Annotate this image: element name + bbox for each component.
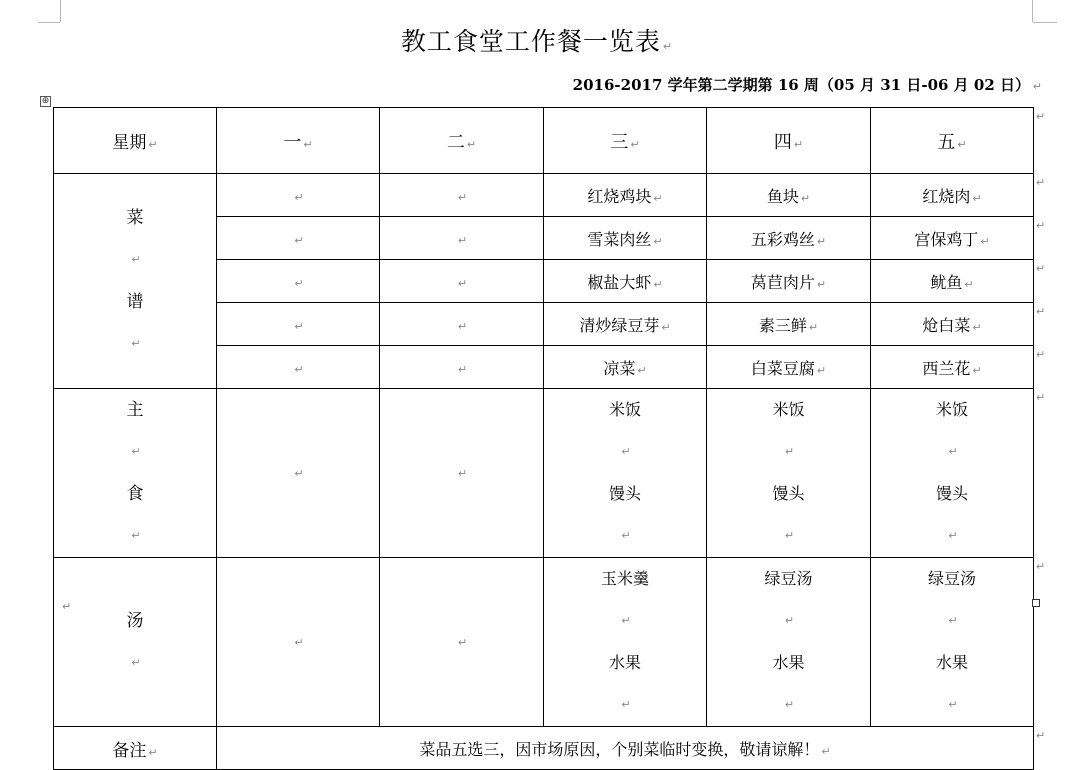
- paragraph-mark-icon: ↵: [957, 137, 967, 151]
- paragraph-mark-icon: ↵: [784, 445, 795, 458]
- paragraph-mark-icon: ↵: [1032, 80, 1042, 93]
- staple-cell[interactable]: [380, 389, 544, 558]
- soup-cell[interactable]: [871, 558, 1034, 727]
- cell-text: 五彩鸡丝: [750, 229, 815, 249]
- paragraph-mark-icon: ↵: [948, 698, 958, 711]
- paragraph-mark-icon: ↵: [62, 600, 72, 613]
- paragraph-mark-icon: ↵: [457, 635, 468, 649]
- table-move-handle-icon[interactable]: ⊕: [41, 96, 50, 106]
- cell-text: 鱼块: [766, 186, 799, 206]
- paragraph-mark-icon: ↵: [816, 277, 827, 291]
- paragraph-mark-icon: ↵: [964, 277, 974, 291]
- weekday-2[interactable]: [380, 108, 544, 174]
- note-row: [54, 727, 1034, 770]
- cell-line: [54, 197, 216, 281]
- dish-cell[interactable]: [871, 217, 1034, 260]
- header-row: [54, 108, 1034, 174]
- cell-text: 馒头: [935, 484, 968, 503]
- paragraph-mark-icon: ↵: [131, 253, 141, 266]
- paragraph-mark-icon: ↵: [1036, 261, 1046, 275]
- paragraph-mark-icon: ↵: [653, 277, 663, 291]
- paragraph-mark-icon: ↵: [621, 445, 631, 458]
- soup-cell[interactable]: [707, 558, 871, 727]
- cell-text: 宫保鸡丁: [914, 229, 979, 249]
- cell-text: 玉米羹: [600, 569, 649, 588]
- cell-text: 椒盐大虾: [587, 272, 652, 292]
- paragraph-mark-icon: ↵: [294, 233, 304, 247]
- paragraph-mark-icon: ↵: [972, 363, 982, 377]
- cell-line: [707, 389, 870, 473]
- paragraph-mark-icon: ↵: [294, 276, 304, 290]
- menu-table[interactable]: [53, 107, 1034, 770]
- paragraph-mark-icon: ↵: [303, 137, 313, 151]
- title-text: 教工食堂工作餐一览表: [400, 27, 661, 56]
- dish-cell[interactable]: [380, 260, 544, 303]
- cell-stack: [217, 467, 379, 480]
- dish-cell[interactable]: [707, 346, 871, 389]
- cell-stack: [544, 558, 706, 726]
- dish-cell[interactable]: [544, 217, 707, 260]
- paragraph-mark-icon: ↵: [621, 529, 631, 542]
- cell-stack: [54, 197, 216, 365]
- paragraph-mark-icon: ↵: [948, 614, 958, 627]
- dish-cell[interactable]: [544, 303, 707, 346]
- cell-text: 馒头: [772, 484, 805, 503]
- cell-line: [544, 389, 706, 473]
- weekday-4[interactable]: [707, 108, 871, 174]
- paragraph-mark-icon: ↵: [457, 362, 468, 376]
- cell-line: [54, 473, 216, 557]
- paragraph-mark-icon: ↵: [972, 320, 982, 334]
- paragraph-mark-icon: ↵: [457, 276, 468, 290]
- crop-mark-top-left-v: [60, 0, 61, 22]
- dish-cell[interactable]: [707, 260, 871, 303]
- dish-cell[interactable]: [544, 174, 707, 217]
- paragraph-mark-icon: ↵: [148, 745, 158, 759]
- weekday-header-label[interactable]: [54, 108, 217, 174]
- dishes-section-label[interactable]: [54, 174, 217, 389]
- paragraph-mark-icon: ↵: [808, 320, 819, 334]
- cell-text: 素三鲜: [758, 315, 807, 335]
- cell-text: 主: [126, 400, 144, 420]
- paragraph-mark-icon: ↵: [131, 656, 141, 669]
- cell-line: [54, 600, 216, 684]
- cell-text: 五: [937, 131, 956, 153]
- paragraph-mark-icon: ↵: [1036, 347, 1046, 361]
- paragraph-mark-icon: ↵: [131, 445, 141, 458]
- paragraph-mark-icon: ↵: [621, 698, 631, 711]
- paragraph-mark-icon: ↵: [621, 614, 631, 627]
- cell-line: [54, 281, 216, 365]
- soup-section-label[interactable]: [54, 558, 217, 727]
- cell-line: [707, 642, 870, 726]
- cell-text: 绿豆汤: [927, 569, 976, 588]
- cell-text: 二: [446, 131, 465, 153]
- paragraph-mark-icon: ↵: [294, 319, 304, 333]
- cell-line: [707, 473, 870, 557]
- dish-cell[interactable]: [544, 260, 707, 303]
- paragraph-mark-icon: ↵: [662, 40, 674, 53]
- cell-text: 馒头: [608, 484, 641, 503]
- cell-text: 米饭: [608, 400, 641, 419]
- table-resize-handle-icon[interactable]: [1032, 599, 1040, 607]
- cell-text: 备注: [112, 740, 147, 761]
- cell-line: [871, 642, 1033, 726]
- dish-cell[interactable]: [380, 174, 544, 217]
- cell-text: 三: [610, 131, 629, 153]
- cell-line: [871, 558, 1033, 642]
- paragraph-mark-icon: ↵: [972, 191, 982, 205]
- paragraph-mark-icon: ↵: [1036, 109, 1046, 123]
- weekday-1[interactable]: [217, 108, 380, 174]
- week-subtitle: 2016-2017 学年第二学期第 16 周（05 月 31 日-06 月 02 日）: [572, 76, 1030, 94]
- paragraph-mark-icon: ↵: [1036, 728, 1046, 742]
- dish-cell[interactable]: [871, 260, 1034, 303]
- paragraph-mark-icon: ↵: [1036, 218, 1046, 232]
- paragraph-mark-icon: ↵: [294, 635, 304, 649]
- crop-mark-top-right-v: [1032, 0, 1033, 22]
- paragraph-mark-icon: ↵: [661, 320, 671, 334]
- cell-text: 一: [283, 131, 302, 153]
- paragraph-mark-icon: ↵: [131, 529, 141, 542]
- document-title: [0, 22, 1074, 58]
- dish-cell[interactable]: [380, 217, 544, 260]
- paragraph-mark-icon: ↵: [980, 234, 990, 248]
- cell-text: 汤: [126, 611, 144, 631]
- cell-line: [544, 473, 706, 557]
- cell-text: 红烧肉: [922, 186, 971, 206]
- note-text[interactable]: [217, 727, 1034, 770]
- cell-stack: [544, 389, 706, 557]
- dish-cell[interactable]: [217, 303, 380, 346]
- staple-row: [54, 389, 1034, 558]
- cell-text: 四: [773, 131, 792, 153]
- paragraph-mark-icon: ↵: [294, 362, 304, 376]
- cell-line: [871, 389, 1033, 473]
- paragraph-mark-icon: ↵: [131, 337, 141, 350]
- paragraph-mark-icon: ↵: [821, 744, 831, 758]
- cell-text: 星期: [112, 133, 147, 153]
- paragraph-mark-icon: ↵: [653, 234, 663, 248]
- paragraph-mark-icon: ↵: [457, 466, 468, 480]
- dish-cell[interactable]: [217, 174, 380, 217]
- cell-text: 凉菜: [603, 358, 636, 378]
- paragraph-mark-icon: ↵: [1036, 559, 1046, 573]
- cell-line: [544, 558, 706, 642]
- cell-text: 菜品五选三，因市场原因，个别菜临时变换，敬请谅解！: [419, 739, 820, 759]
- cell-stack: [380, 467, 543, 480]
- soup-cell[interactable]: [544, 558, 707, 727]
- dish-cell[interactable]: [871, 303, 1034, 346]
- dish-cell[interactable]: [707, 217, 871, 260]
- note-label[interactable]: [54, 727, 217, 770]
- staple-cell[interactable]: [544, 389, 707, 558]
- cell-text: 食: [126, 484, 144, 504]
- cell-text: 鱿鱼: [930, 272, 963, 292]
- paragraph-mark-icon: ↵: [816, 363, 827, 377]
- cell-text: 谱: [126, 292, 144, 312]
- paragraph-mark-icon: ↵: [148, 138, 158, 151]
- cell-stack: [871, 389, 1033, 557]
- paragraph-mark-icon: ↵: [793, 137, 804, 151]
- paragraph-mark-icon: ↵: [784, 698, 795, 711]
- cell-stack: [707, 558, 870, 726]
- paragraph-mark-icon: ↵: [653, 191, 663, 205]
- paragraph-mark-icon: ↵: [294, 190, 304, 204]
- cell-text: 西兰花: [922, 358, 971, 378]
- paragraph-mark-icon: ↵: [630, 137, 640, 151]
- staple-cell[interactable]: [217, 389, 380, 558]
- paragraph-mark-icon: ↵: [948, 529, 958, 542]
- cell-text: 红烧鸡块: [587, 186, 652, 206]
- paragraph-mark-icon: ↵: [784, 614, 795, 627]
- cell-line: [54, 389, 216, 473]
- cell-text: 莴苣肉片: [750, 272, 815, 292]
- cell-text: 清炒绿豆芽: [579, 315, 660, 335]
- dish-cell[interactable]: [217, 217, 380, 260]
- dish-cell[interactable]: [871, 346, 1034, 389]
- soup-row: [54, 558, 1034, 727]
- paragraph-mark-icon: ↵: [1036, 390, 1046, 404]
- paragraph-mark-icon: ↵: [294, 466, 304, 480]
- paragraph-mark-icon: ↵: [457, 190, 468, 204]
- paragraph-mark-icon: ↵: [457, 319, 468, 333]
- cell-line: [544, 642, 706, 726]
- paragraph-mark-icon: ↵: [784, 529, 795, 542]
- dish-cell[interactable]: [707, 303, 871, 346]
- paragraph-mark-icon: ↵: [816, 234, 827, 248]
- cell-stack: [871, 558, 1033, 726]
- weekday-3[interactable]: [544, 108, 707, 174]
- paragraph-mark-icon: ↵: [466, 137, 477, 151]
- cell-text: 炝白菜: [922, 315, 971, 335]
- paragraph-mark-icon: ↵: [948, 445, 958, 458]
- cell-text: 雪菜肉丝: [587, 229, 652, 249]
- cell-text: 米饭: [935, 400, 968, 419]
- staple-cell[interactable]: [871, 389, 1034, 558]
- paragraph-mark-icon: ↵: [457, 233, 468, 247]
- dish-cell[interactable]: [217, 346, 380, 389]
- paragraph-mark-icon: ↵: [1036, 175, 1046, 189]
- paragraph-mark-icon: ↵: [1036, 304, 1046, 318]
- cell-line: [871, 473, 1033, 557]
- soup-cell[interactable]: [217, 558, 380, 727]
- cell-line: [707, 558, 870, 642]
- cell-stack: [54, 600, 216, 684]
- dish-cell[interactable]: [707, 174, 871, 217]
- paragraph-mark-icon: ↵: [637, 363, 647, 377]
- dish-cell[interactable]: [217, 260, 380, 303]
- cell-text: 水果: [772, 653, 805, 672]
- dish-cell[interactable]: [380, 346, 544, 389]
- soup-cell[interactable]: [380, 558, 544, 727]
- cell-stack: [707, 389, 870, 557]
- cell-text: 水果: [608, 653, 641, 672]
- staple-cell[interactable]: [707, 389, 871, 558]
- cell-text: 水果: [935, 653, 968, 672]
- cell-text: 米饭: [772, 400, 805, 419]
- dish-row: [54, 174, 1034, 217]
- dish-cell[interactable]: [544, 346, 707, 389]
- staple-section-label[interactable]: [54, 389, 217, 558]
- dish-cell[interactable]: [871, 174, 1034, 217]
- dish-cell[interactable]: [380, 303, 544, 346]
- cell-text: 白菜豆腐: [750, 358, 815, 378]
- cell-text: 绿豆汤: [764, 569, 813, 588]
- weekday-5[interactable]: [871, 108, 1034, 174]
- paragraph-mark-icon: ↵: [800, 191, 811, 205]
- cell-text: 菜: [126, 208, 144, 228]
- cell-stack: [54, 389, 216, 557]
